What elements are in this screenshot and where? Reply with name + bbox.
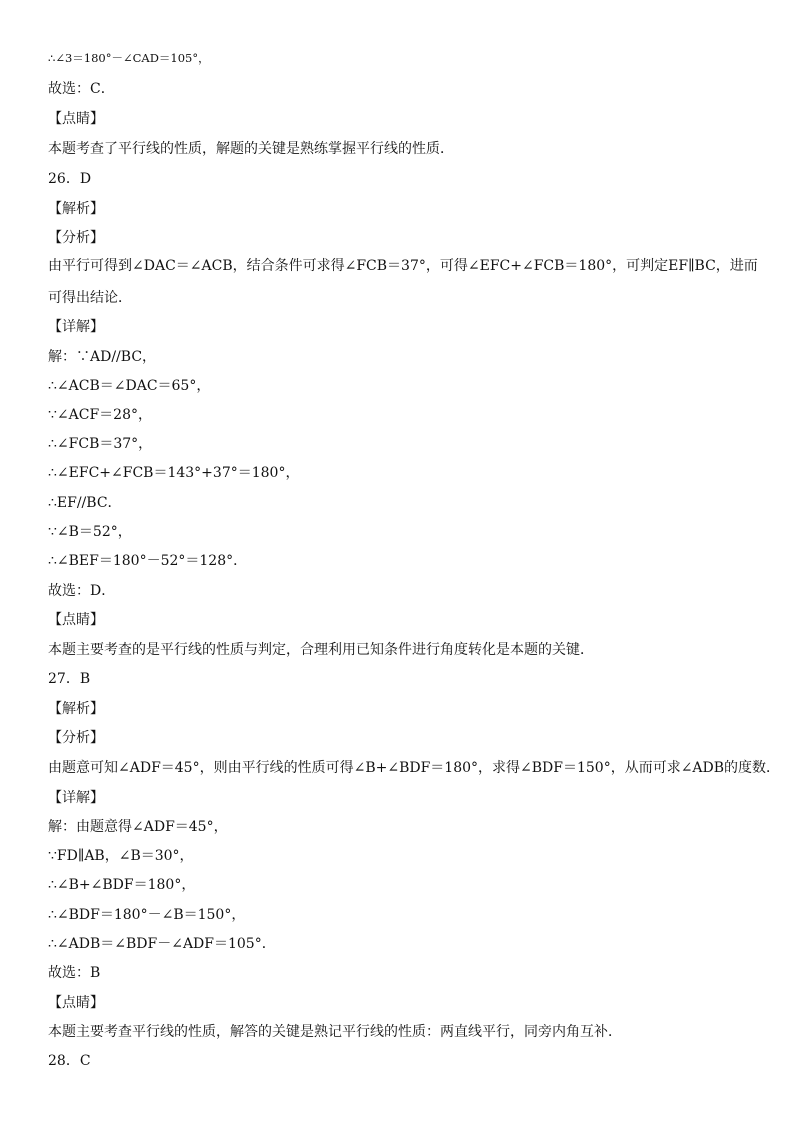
text-line: ∵∠B＝52°， bbox=[48, 524, 132, 540]
section-heading: 【点睛】 bbox=[48, 111, 104, 127]
text-line: ∴∠3＝180°－∠CAD＝105°， bbox=[48, 51, 210, 65]
text-paragraph: 由平行可得到∠DAC＝∠ACB，结合条件可求得∠FCB＝37°，可得∠EFC+∠FCB＝180°，可判定EF∥BC，进而可得出结论． bbox=[48, 258, 758, 306]
text-line: 解：由题意得∠ADF＝45°， bbox=[48, 819, 228, 835]
text-line: ∴∠FCB＝37°， bbox=[48, 436, 153, 452]
section-heading: 【解析】 bbox=[48, 201, 104, 217]
text-line: 故选：B bbox=[48, 965, 101, 981]
text-line: 本题考查了平行线的性质，解题的关键是熟练掌握平行线的性质． bbox=[48, 141, 454, 157]
text-line: 由题意可知∠ADF＝45°，则由平行线的性质可得∠B+∠BDF＝180°，求得∠BDF＝150°，从而可求∠ADB的度数． bbox=[48, 760, 781, 776]
text-line: 本题主要考查的是平行线的性质与判定，合理利用已知条件进行角度转化是本题的关键． bbox=[48, 642, 594, 658]
text-line: ∴∠ADB＝∠BDF－∠ADF＝105°． bbox=[48, 936, 276, 952]
answer-number: 28．C bbox=[48, 1053, 91, 1069]
text-line: 故选：C． bbox=[48, 81, 115, 97]
text-line: ∴EF//BC． bbox=[48, 495, 122, 511]
section-heading: 【点睛】 bbox=[48, 612, 104, 628]
text-line: 解：∵AD//BC， bbox=[48, 349, 157, 365]
answer-number: 26．D bbox=[48, 171, 92, 187]
text-line: ∵∠ACF＝28°， bbox=[48, 407, 152, 423]
answer-number: 27．B bbox=[48, 671, 91, 687]
text-line: ∴∠BDF＝180°－∠B＝150°， bbox=[48, 907, 246, 923]
section-heading: 【解析】 bbox=[48, 701, 104, 717]
text-line: ∴∠BEF＝180°－52°＝128°． bbox=[48, 553, 248, 569]
section-heading: 【详解】 bbox=[48, 319, 104, 335]
section-heading: 【分析】 bbox=[48, 230, 104, 246]
text-line: ∵FD∥AB，∠B＝30°， bbox=[48, 848, 194, 864]
section-heading: 【分析】 bbox=[48, 730, 104, 746]
text-line: 本题主要考查平行线的性质，解答的关键是熟记平行线的性质：两直线平行，同旁内角互补． bbox=[48, 1024, 622, 1040]
text-line: ∴∠B+∠BDF＝180°， bbox=[48, 877, 196, 893]
text-line: ∴∠EFC+∠FCB＝143°+37°＝180°， bbox=[48, 465, 300, 481]
text-line: ∴∠ACB＝∠DAC＝65°， bbox=[48, 378, 211, 394]
section-heading: 【详解】 bbox=[48, 790, 104, 806]
section-heading: 【点睛】 bbox=[48, 995, 104, 1011]
text-line: 故选：D． bbox=[48, 583, 116, 599]
